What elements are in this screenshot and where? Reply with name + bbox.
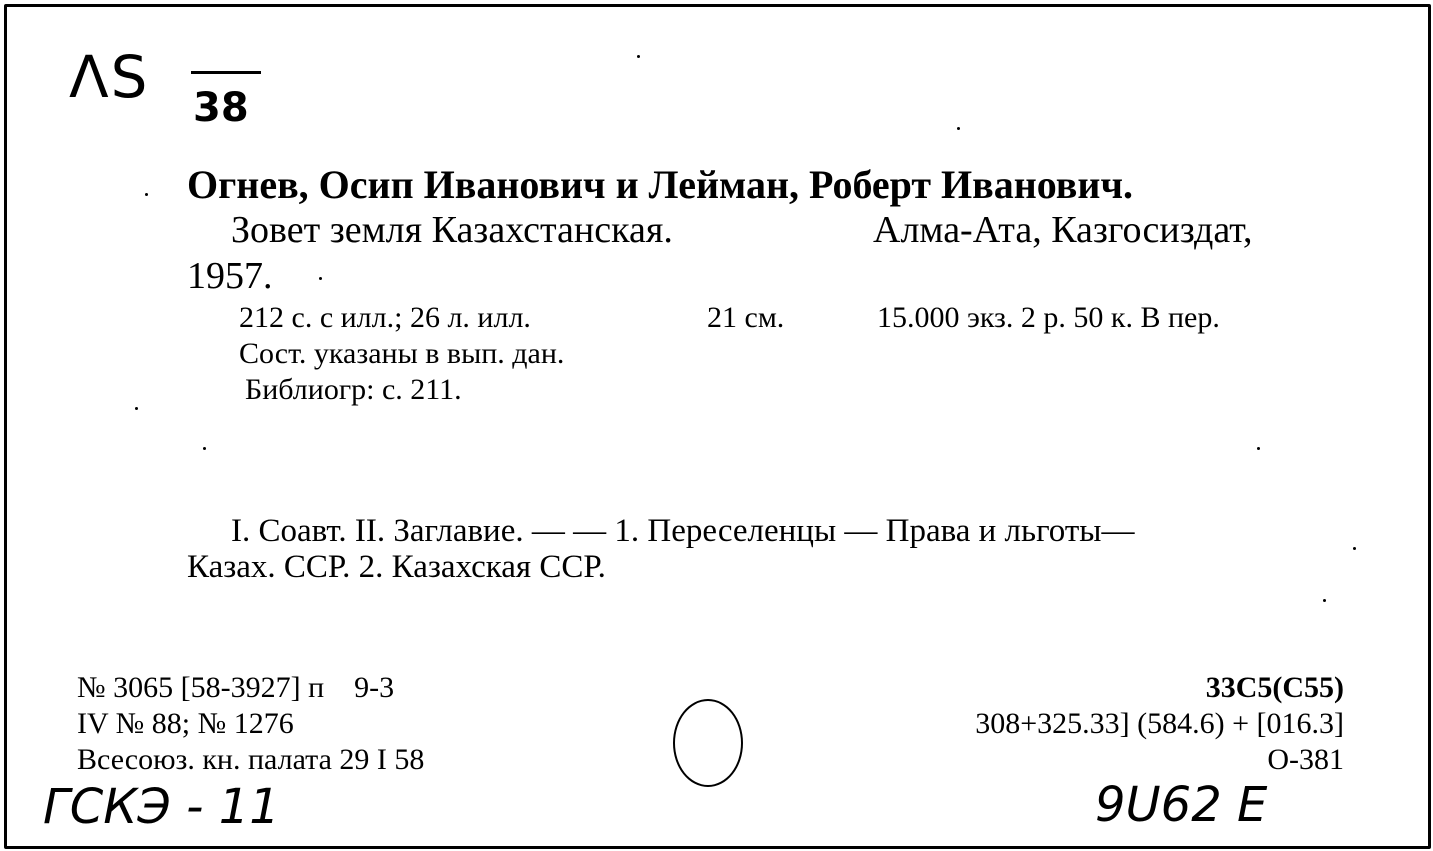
collation-size: 21 см. xyxy=(707,301,785,334)
footer-author-mark: О-381 xyxy=(1267,743,1344,776)
speck xyxy=(957,127,960,130)
note-bibliography: Библиогр: с. 211. xyxy=(245,373,462,406)
footer-classification: 33С5(С55) xyxy=(1205,671,1344,704)
footer-series-number: IV № 88; № 1276 xyxy=(77,707,294,740)
collation-pages: 212 с. с илл.; 26 л. илл. xyxy=(239,301,531,334)
speck xyxy=(203,447,206,450)
note-compilers: Сост. указаны в вып. дан. xyxy=(239,337,565,370)
handwritten-code-left: ГСКЭ - 11 xyxy=(43,779,280,835)
shelf-mark-top: ΛS xyxy=(69,43,150,111)
speck xyxy=(135,407,138,410)
footer-chamber: Всесоюз. кн. палата 29 I 58 xyxy=(77,743,425,776)
speck xyxy=(1323,599,1326,602)
speck xyxy=(145,193,148,196)
punch-hole xyxy=(673,699,743,787)
imprint-year: 1957. xyxy=(187,255,273,297)
shelf-mark-fraction-bar xyxy=(191,71,261,74)
tracing-line-2: Казах. ССР. 2. Казахская ССР. xyxy=(187,549,606,585)
footer-udc: 308+325.33] (584.6) + [016.3] xyxy=(975,707,1344,740)
collation-price: 15.000 экз. 2 р. 50 к. В пер. xyxy=(877,301,1220,334)
handwritten-code-right: 9U62 E xyxy=(1095,777,1268,833)
title-line: Зовет земля Казахстанская. xyxy=(231,209,673,251)
speck xyxy=(319,277,322,280)
tracing-line-1: I. Соавт. II. Заглавие. — — 1. Переселенцы — Права и льготы— xyxy=(231,513,1135,549)
speck xyxy=(1257,447,1260,450)
author-heading: Огнев, Осип Иванович и Лейман, Роберт Иванович. xyxy=(187,162,1134,207)
speck xyxy=(637,55,640,58)
speck xyxy=(1353,547,1356,550)
catalog-card xyxy=(4,4,1431,849)
footer-record-number: № 3065 [58-3927] п 9-3 xyxy=(77,671,395,704)
imprint-line: Алма-Ата, Казгосиздат, xyxy=(873,209,1253,251)
shelf-mark-bottom: 38 xyxy=(193,85,249,131)
